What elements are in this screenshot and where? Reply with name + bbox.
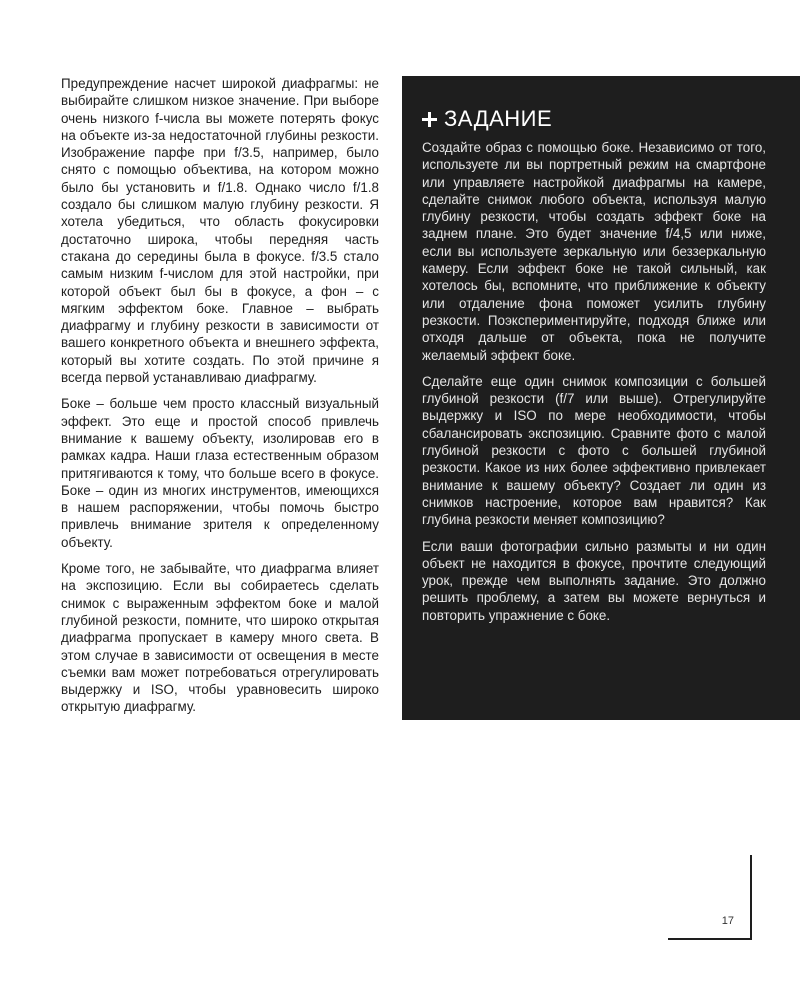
body-paragraph: Предупреждение насчет широкой диафрагмы: не выбирайте слишком низкое значение. При выборе очень низкого f-числа вы можете потерять фокус на объекте из-за недостаточной глубины резкости. Изображение парфе при f/3.5, например, было снято с помощью объектива, на котором можно было бы установить и f/1.8. Однако число f/1.8 создало бы слишком малую глубину резкости. Я хотела убедиться, что область фокусировки достаточно широка, чтобы передняя часть стакана до середины была в фокусе. f/3.5 стало самым низким f-числом для этой настройки, при которой объект был бы в фокусе, а фон – с мягким эффектом боке. Главное – выбрать диафрагму и глубину резкости в зависимости от вашего конкретного объекта и внешнего эффекта, который вы хотите создать. По этой причине я всегда первой устанавливаю диафрагму. bbox=[61, 76, 379, 386]
page-number-frame bbox=[668, 855, 752, 940]
page-number: 17 bbox=[721, 915, 734, 927]
plus-icon bbox=[422, 112, 437, 127]
task-paragraph: Если ваши фотографии сильно размыты и ни один объект не находится в фокусе, прочтите следующий урок, прежде чем выполнять задание. Это должно решить проблему, а затем вы можете вернуться и повторить упражнение с боке. bbox=[422, 538, 766, 623]
task-title: ЗАДАНИЕ bbox=[444, 106, 553, 131]
task-panel bbox=[402, 76, 800, 720]
task-paragraph: Сделайте еще один снимок композиции с большей глубиной резкости (f/7 или выше). Отрегулируйте выдержку и ISO по мере необходимости, чтобы сбалансировать экспозицию. Сравните фото с малой глубиной резкости с фото с большей глубиной резкости. Какое из них более эффективно привлекает внимание к вашему объекту? Создает ли один из снимков настроение, которое вам нравится? Как глубина резкости меняет композицию? bbox=[422, 373, 766, 528]
task-paragraph: Создайте образ с помощью боке. Независимо от того, используете ли вы портретный режим на смартфоне или управляете настройкой диафрагмы на камере, сделайте снимок любого объекта, используя малую глубину резкости, чтобы создать эффект боке на заднем плане. Это будет значение f/4,5 или ниже, если вы используете зеркальную или беззеркальную камеру. Если эффект боке не такой сильный, как хотелось бы, вспомните, что приближение к объекту или отдаление фона поможет усилить глубину резкости. Поэкспериментируйте, подходя ближе или отходя дальше от объекта, пока не получите желаемый эффект боке. bbox=[422, 140, 766, 363]
body-text-column bbox=[61, 75, 379, 725]
body-paragraph: Боке – больше чем просто классный визуальный эффект. Это еще и простой способ привлечь внимание к вашему объекту, изолировав его в рамках кадра. Наши глаза естественным образом притягиваются к тому, что больше всего в фокусе. Боке – один из многих инструментов, имеющихся в нашем распоряжении, чтобы помочь быстро привлечь внимание зрителя к определенному объекту. bbox=[61, 396, 379, 550]
body-paragraph: Кроме того, не забывайте, что диафрагма влияет на экспозицию. Если вы собираетесь сделать снимок с выраженным эффектом боке и малой глубиной резкости, помните, что широко открытая диафрагма пропускает в камеру много света. В этом случае в зависимости от освещения в месте съемки вам может потребоваться отрегулировать выдержку и ISO, чтобы уравновесить широко открытую диафрагму. bbox=[61, 561, 379, 715]
task-heading bbox=[422, 106, 766, 132]
